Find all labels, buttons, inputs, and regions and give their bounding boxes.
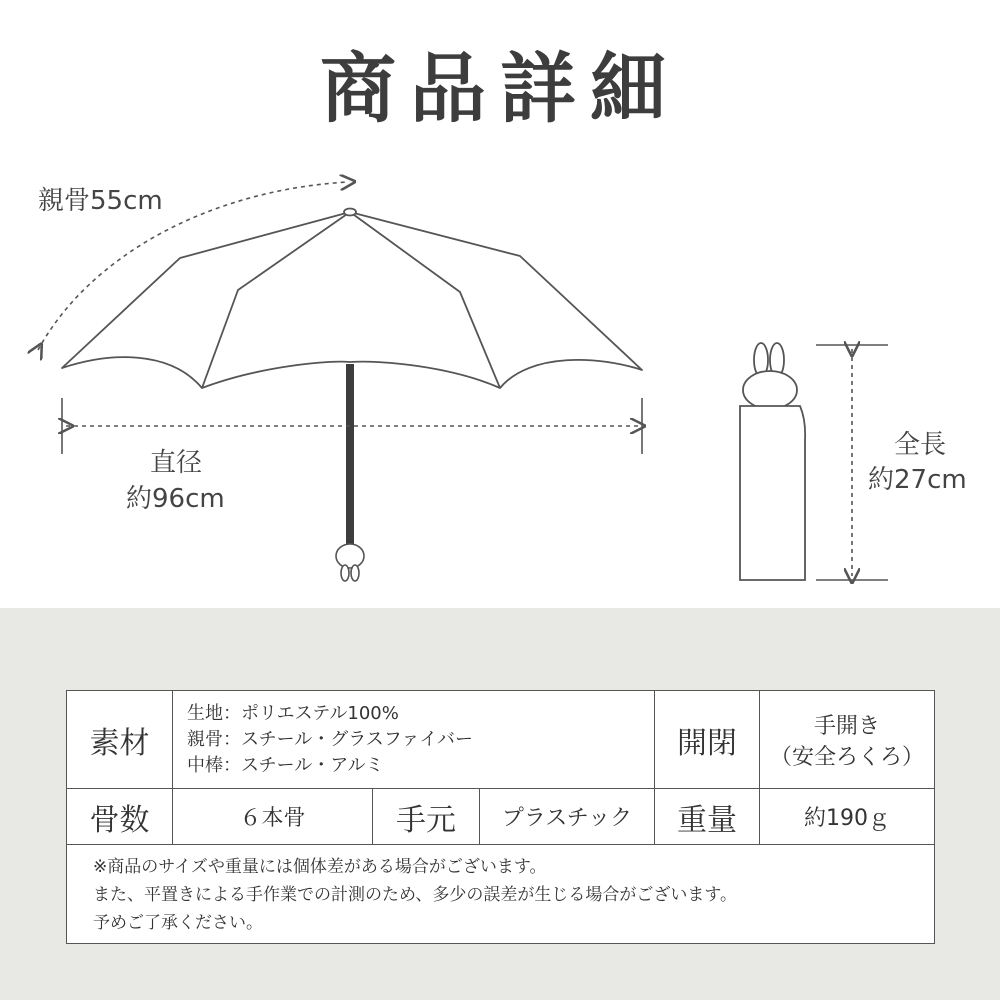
note-cell [67,845,935,944]
diameter-label-line1: 直径 [150,448,203,478]
bunny-handle-icon [336,544,364,581]
material-line: 生地：ポリエステル100% [187,702,399,724]
note-line: また、平置きによる手作業での計測のため、多少の誤差が生じる場合がございます。 [93,885,737,905]
table-row [67,845,935,944]
open-umbrella-icon [62,209,642,389]
open-value-line2: （安全ろくろ） [769,744,924,770]
open-value-line1: 手開き [813,713,880,739]
material-value [173,691,655,789]
open-value [760,691,935,789]
spec-table [66,690,935,944]
closed-umbrella-icon [740,343,805,580]
note-line: 予めご了承ください。 [93,913,263,933]
material-header: 素材 [67,691,173,789]
handle-header: 手元 [373,789,480,845]
table-row [67,789,935,845]
length-label-line1: 全長 [894,430,947,460]
weight-value: 約190ｇ [760,789,935,845]
material-line: 中棒：スチール・アルミ [187,754,384,776]
umbrella-shaft [346,364,354,544]
page-title: 商品詳細 [320,44,680,133]
length-label-line2: 約27cm [868,465,967,495]
weight-header: 重量 [655,789,760,845]
handle-value: プラスチック [480,789,655,845]
rib-length-label: 親骨55cm [38,186,163,216]
table-row [67,691,935,789]
open-header: 開閉 [655,691,760,789]
ribs-header: 骨数 [67,789,173,845]
note-line: ※商品のサイズや重量には個体差がある場合がございます。 [93,857,547,877]
ribs-value: ６本骨 [173,789,373,845]
diameter-label-line2: 約96cm [126,484,225,514]
material-line: 親骨：スチール・グラスファイバー [187,728,474,750]
